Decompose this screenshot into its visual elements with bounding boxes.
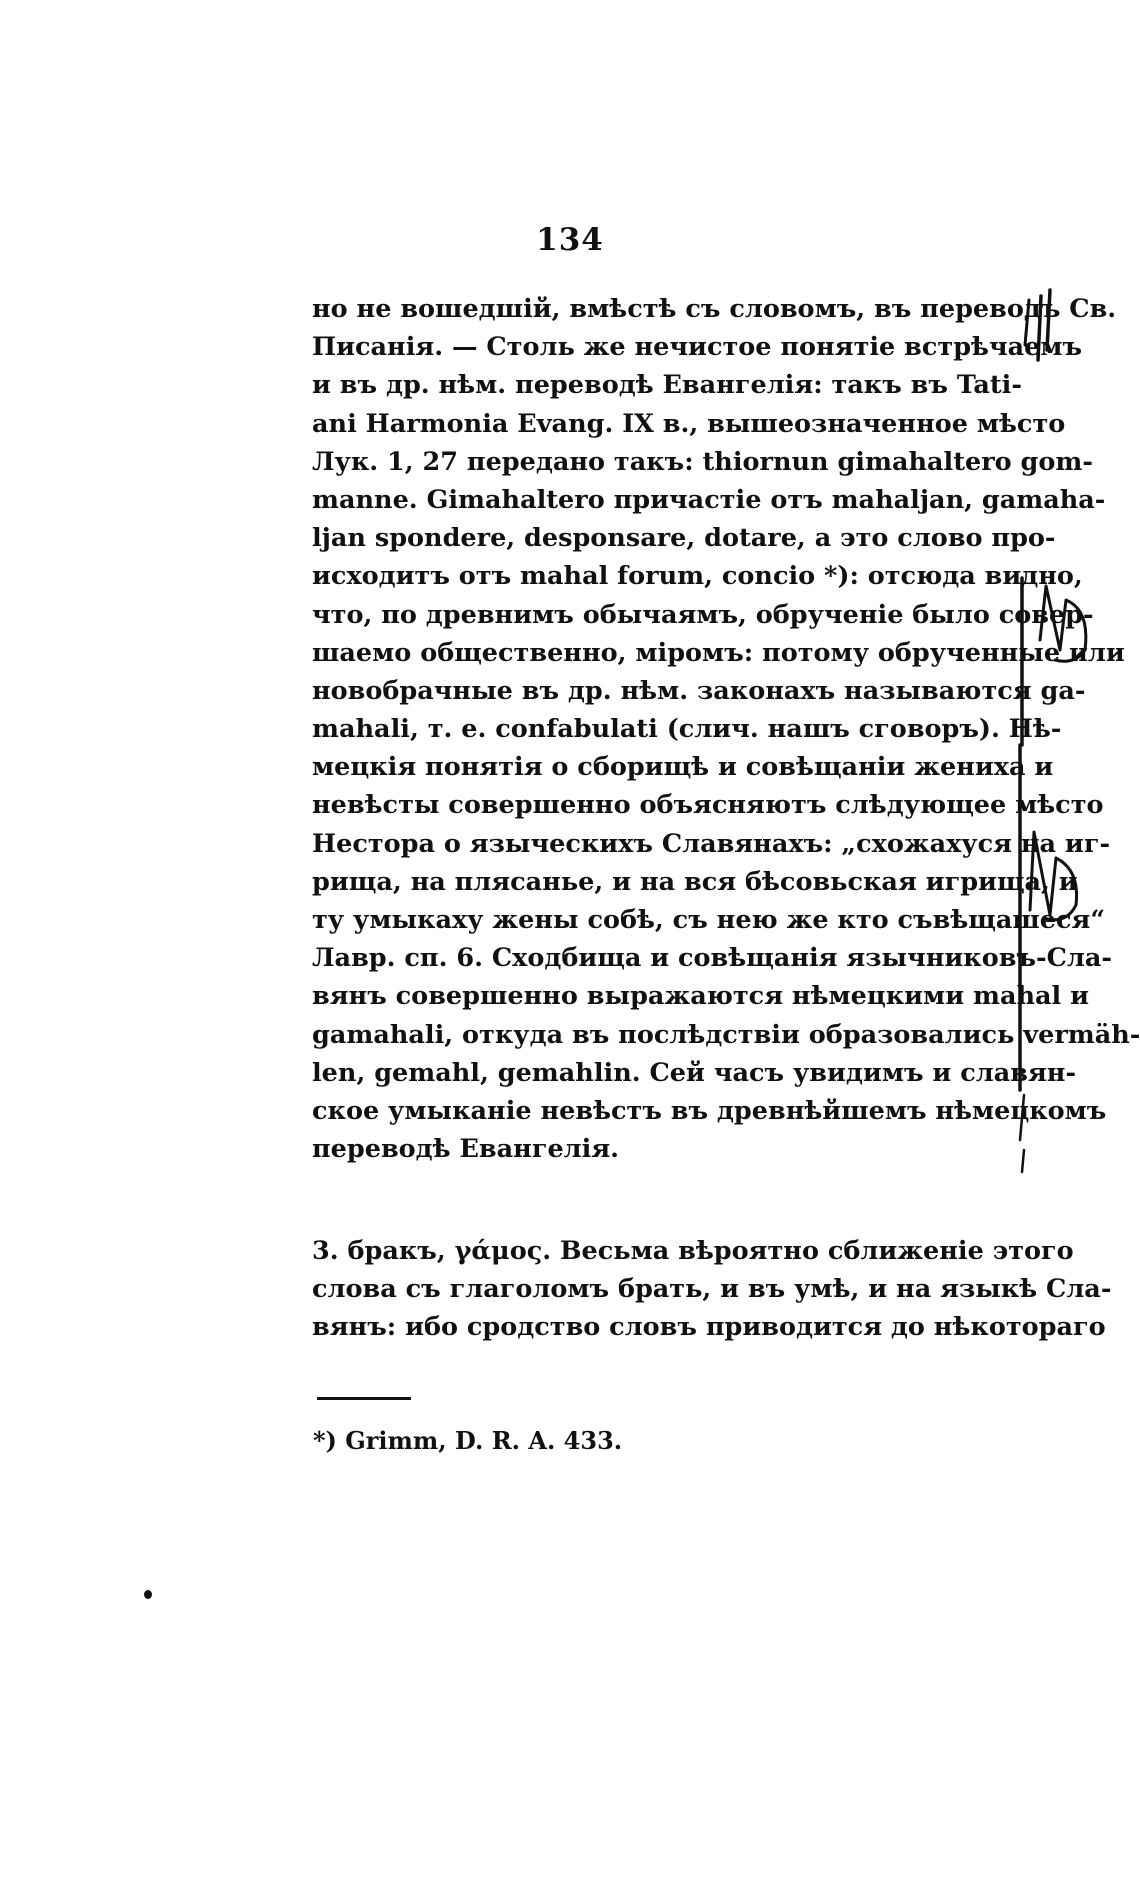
text-line: ani Harmonia Evang. IX в., вышеозначенное мѣсто: [312, 408, 1066, 439]
text-line: gamahali, откуда въ послѣдствіи образовались vermäh-: [312, 1019, 1140, 1050]
footnote: *) Grimm, D. R. A. 433.: [313, 1426, 623, 1455]
text-line: невѣсты совершенно объясняютъ слѣдующее мѣсто: [312, 790, 1104, 821]
text-line: новобрачные въ др. нѣм. законахъ называются ga-: [312, 675, 1086, 706]
text-line: manne. Gimahaltero причастіе отъ mahaljan, gamaha-: [312, 484, 1106, 515]
text-line: Нестора о языческихъ Славянахъ: „схожахуся на иг-: [312, 828, 1111, 859]
text-line: рища, на плясанье, и на вся бѣсовьская игрища, и: [312, 866, 1078, 897]
text-line: вянъ совершенно выражаются нѣмецкими mahal и: [312, 981, 1090, 1012]
text-line: len, gemahl, gemahlin. Сей часъ увидимъ и славян-: [312, 1057, 1077, 1088]
footnote-divider: [317, 1397, 411, 1400]
text-line: Писанія. — Столь же нечистое понятіе встрѣчаемъ: [312, 332, 1083, 363]
text-line: Лук. 1, 27 передано такъ: thiornun gimahaltero gom-: [312, 446, 1093, 477]
text-line: мецкія понятія о сборищѣ и совѣщаніи жениха и: [312, 752, 1054, 783]
text-line: Лавр. сп. 6. Сходбища и совѣщанія язычниковъ-Сла-: [312, 943, 1112, 974]
text-line: что, по древнимъ обычаямъ, обрученіе было совер-: [312, 599, 1094, 630]
ink-dot: [144, 1590, 152, 1599]
text-line: ту умыкаху жены собѣ, съ нею же кто съвѣщашеся“: [312, 905, 1106, 935]
text-line: шаемо общественно, міромъ: потому обрученные или: [312, 637, 1125, 668]
text-line: 3. бракъ, γάμος. Весьма вѣроятно сближеніе этого: [312, 1236, 1074, 1266]
text-line: mahali, т. е. confabulati (слич. нашъ сговоръ). Нѣ-: [312, 714, 1062, 745]
text-line: ljan spondere, desponsare, dotare, а это слово про-: [312, 523, 1056, 554]
text-line: но не вошедшій, вмѣстѣ съ словомъ, въ переводъ Св.: [312, 294, 1117, 324]
text-line: вянъ: ибо сродство словъ приводится до нѣкотораго: [312, 1312, 1106, 1343]
text-line: и въ др. нѣм. переводѣ Евангелія: такъ въ Tati-: [312, 370, 1022, 401]
second-paragraph: [312, 1232, 1112, 1347]
page-number: 134: [536, 222, 604, 258]
text-line: переводѣ Евангелія.: [312, 1134, 620, 1165]
text-line: ское умыканіе невѣстъ въ древнѣйшемъ нѣмецкомъ: [312, 1095, 1107, 1126]
main-paragraph: [312, 290, 1140, 1168]
text-line: исходитъ отъ mahal forum, concio *): отсюда видно,: [312, 561, 1083, 592]
text-line: слова съ глаголомъ брать, и въ умѣ, и на языкѣ Сла-: [312, 1274, 1112, 1305]
